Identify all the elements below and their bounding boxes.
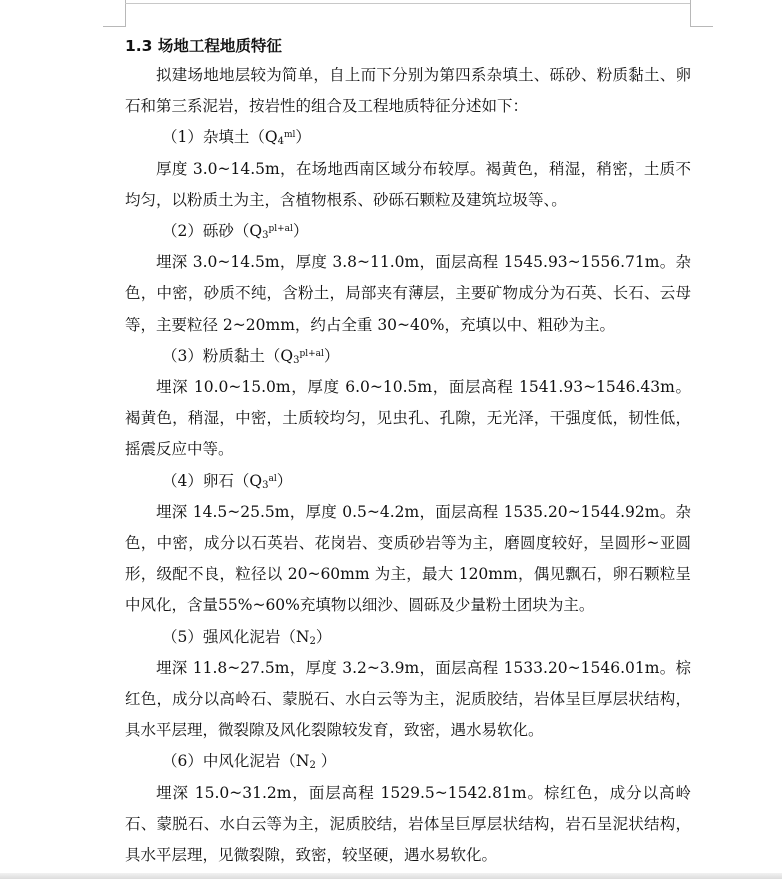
layer-description-2: 埋深 3.0~14.5m，厚度 3.8~11.0m，面层高程 1545.93~1556.71m。杂色，中密，砂质不纯，含粉土，局部夹有薄层，主要矿物成分为石英、长石、云母等，主要粒径 2~20mm，约占全重 30~40%，充填以中、粗砂为主。 (125, 253, 691, 334)
layer-heading-4: （4）卵石$(Q_3^{al})$ (162, 471, 293, 491)
layer-description-5: 埋深 11.8~27.5m，厚度 3.2~3.9m，面层高程 1533.20~1546.01m。棕红色，成分以高岭石、蒙脱石、水白云等为主，泥质胶结，岩体呈巨厚层状结构，具水平层理，微裂隙及风化裂隙较发育，致密，遇水易软化。 (125, 658, 691, 740)
layer-description-1: 厚度 3.0~14.5m，在场地西南区域分布较厚。褐黄色，稍湿，稍密，土质不均匀，以粉质土为主，含植物根系、砂砾石颗粒及建筑垃圾等、。 (125, 159, 691, 209)
section-heading (125, 32, 691, 60)
section-title: 场地工程地质特征 (157, 37, 282, 55)
layer-heading-6: （6）中风化泥岩（$N_2$ ） (162, 752, 337, 772)
layer-heading-3: （3）粉质黏土$(Q_3^{pl+al})$ (162, 346, 340, 366)
document-page[interactable] (125, 32, 691, 871)
layer-heading-1: （1）杂填土$(Q_4^{ml})$ (162, 128, 311, 148)
layer-heading-5: （5）强风化泥岩$(N_2)$ (162, 627, 332, 647)
layer-description-3: 埋深 10.0~15.0m，厚度 6.0~10.5m，面层高程 1541.93~1546.43m。褐黄色，稍湿，中密，土质较均匀，见虫孔、孔隙，无光泽，干强度低，韧性低，摇震反应中等。 (125, 378, 691, 459)
layer-description-4: 埋深 14.5~25.5m，厚度 0.5~4.2m，面层高程 1535.20~1544.92m。杂色，中密，成分以石英岩、花岗岩、变质砂岩等为主，磨圆度较好，呈圆形~亚圆形，级配不良，粒径以 20~60mm 为主，最大 120mm，偶见飘石，卵石颗粒呈中风化，含量55%~60%充填物以细沙、圆砾及少量粉土团块为主。 (125, 502, 691, 615)
crop-mark-top-left (103, 0, 126, 27)
crop-mark-top-right (690, 0, 713, 27)
section-number: 1.3 (125, 37, 153, 55)
page-top-edge (125, 3, 690, 4)
window-bottom-edge (0, 873, 782, 879)
layer-description-6: 埋深 15.0~31.2m，面层高程 1529.5~1542.81m。棕红色，成分以高岭石、蒙脱石、水白云等为主，泥质胶结，岩体呈巨厚层状结构，岩石呈泥状结构，具水平层理，见微裂隙，致密，较坚硬，遇水易软化。 (125, 783, 691, 865)
intro-paragraph: 拟建场地地层较为简单，自上而下分别为第四系杂填土、砾砂、粉质黏土、卵石和第三系泥岩，按岩性的组合及工程地质特征分述如下： (125, 66, 691, 116)
layer-heading-2: （2）砾砂$(Q_3^{pl+al})$ (162, 222, 309, 242)
